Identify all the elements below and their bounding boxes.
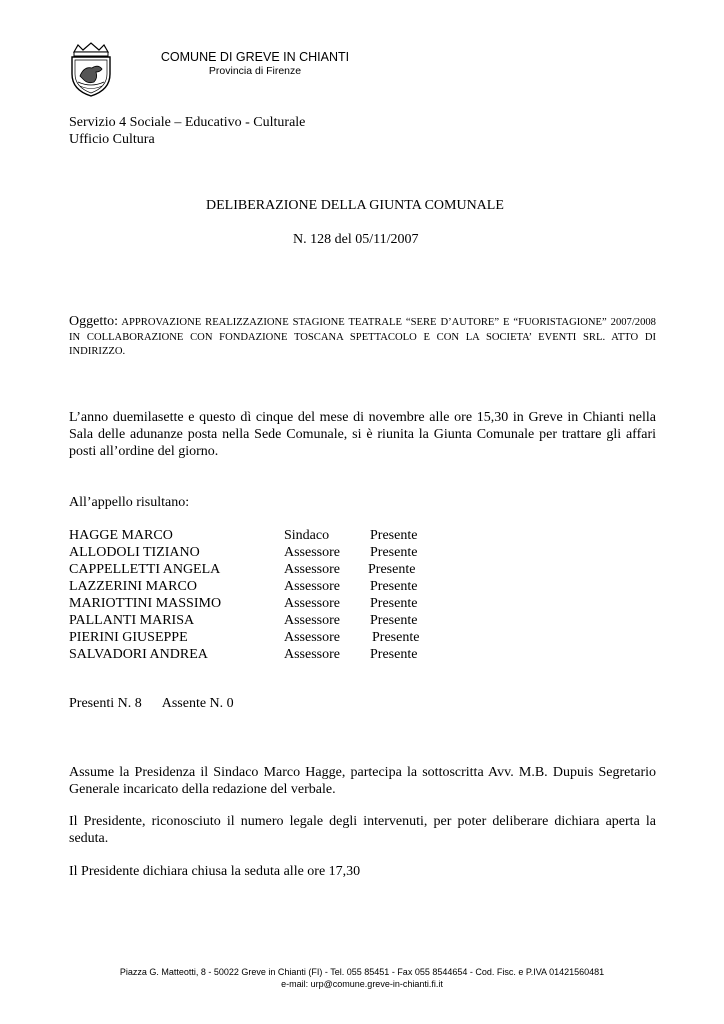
service-name: Servizio 4 Sociale – Educativo - Culturale xyxy=(69,115,306,130)
attendee-name: SALVADORI ANDREA xyxy=(69,647,208,662)
closing-paragraph: Il Presidente dichiara chiusa la seduta alle ore 17,30 xyxy=(69,864,361,879)
attendee-role: Assessore xyxy=(284,562,340,577)
attendance-row xyxy=(69,545,629,562)
municipal-crest-icon xyxy=(66,42,116,98)
attendance-counts xyxy=(69,696,234,712)
attendance-row xyxy=(69,528,629,545)
attendee-name: PIERINI GIUSEPPE xyxy=(69,630,188,645)
office-name: Ufficio Cultura xyxy=(69,132,155,147)
attendee-role: Assessore xyxy=(284,545,340,560)
attendee-name: CAPPELLETTI ANGELA xyxy=(69,562,221,577)
footer xyxy=(0,966,724,990)
attendee-status: Presente xyxy=(372,630,420,645)
attendee-role: Assessore xyxy=(284,596,340,611)
attendance-row xyxy=(69,630,629,647)
attendance-row xyxy=(69,579,629,596)
attendee-status: Presente xyxy=(370,579,418,594)
attendee-status: Presente xyxy=(370,596,418,611)
subject-label: Oggetto: xyxy=(69,314,118,329)
attendance-row xyxy=(69,647,629,664)
attendee-name: LAZZERINI MARCO xyxy=(69,579,197,594)
attendee-status: Presente xyxy=(370,528,418,543)
attendance-row xyxy=(69,596,629,613)
attendee-status: Presente xyxy=(370,647,418,662)
deliberation-title: DELIBERAZIONE DELLA GIUNTA COMUNALE xyxy=(206,198,504,213)
attendee-status: Presente xyxy=(370,545,418,560)
subject-text: APPROVAZIONE REALIZZAZIONE STAGIONE TEATRALE “SERE D’AUTORE” E “FUORISTAGIONE” 2007/2008 IN COLLABORAZIONE CON FONDAZIONE TOSCANA SPETTACOLO E CON LA SOCIETA’ EVENTI SRL. ATTO DI INDIRIZZO. xyxy=(69,317,656,358)
attendance-row xyxy=(69,562,629,579)
attendee-name: MARIOTTINI MASSIMO xyxy=(69,596,222,611)
attendee-role: Assessore xyxy=(284,613,340,628)
attendee-role: Sindaco xyxy=(284,528,330,543)
footer-address: Piazza G. Matteotti, 8 - 50022 Greve in Chianti (FI) - Tel. 055 85451 - Fax 055 8544654 - Cod. Fisc. e P.IVA 01421560481 xyxy=(119,967,605,977)
attendance-row xyxy=(69,613,629,630)
intro-paragraph: L’anno duemilasette e questo dì cinque del mese di novembre alle ore 15,30 in Greve in Chianti nella Sala delle adunanze posta nella Sede Comunale, si è riunita la Giunta Comunale per trattare gli affari posti all’ordine del giorno. xyxy=(69,410,656,459)
subject-paragraph xyxy=(69,315,656,360)
opening-paragraph: Il Presidente, riconosciuto il numero legale degli intervenuti, per poter deliberare dichiara aperta la seduta. xyxy=(69,814,656,846)
service-block xyxy=(69,114,305,148)
attendee-status: Presente xyxy=(368,562,416,577)
province-name: Provincia di Firenze xyxy=(208,65,302,77)
present-count: Presenti N. 8 xyxy=(69,696,142,711)
footer-email: e-mail: urp@comune.greve-in-chianti.fi.it xyxy=(281,979,443,989)
attendee-role: Assessore xyxy=(284,630,340,645)
attendee-name: HAGGE MARCO xyxy=(69,528,173,543)
deliberation-number: N. 128 del 05/11/2007 xyxy=(293,232,419,247)
presidency-paragraph: Assume la Presidenza il Sindaco Marco Hagge, partecipa la sottoscritta Avv. M.B. Dupuis Segretario Generale incaricato della redazione del verbale. xyxy=(69,765,656,797)
attendee-status: Presente xyxy=(370,613,418,628)
absent-count: Assente N. 0 xyxy=(161,696,234,711)
roll-call-label: All’appello risultano: xyxy=(69,495,190,510)
attendee-name: PALLANTI MARISA xyxy=(69,613,195,628)
attendee-name: ALLODOLI TIZIANO xyxy=(69,545,200,560)
attendee-role: Assessore xyxy=(284,647,340,662)
attendee-role: Assessore xyxy=(284,579,340,594)
municipality-name: COMUNE DI GREVE IN CHIANTI xyxy=(160,50,350,64)
